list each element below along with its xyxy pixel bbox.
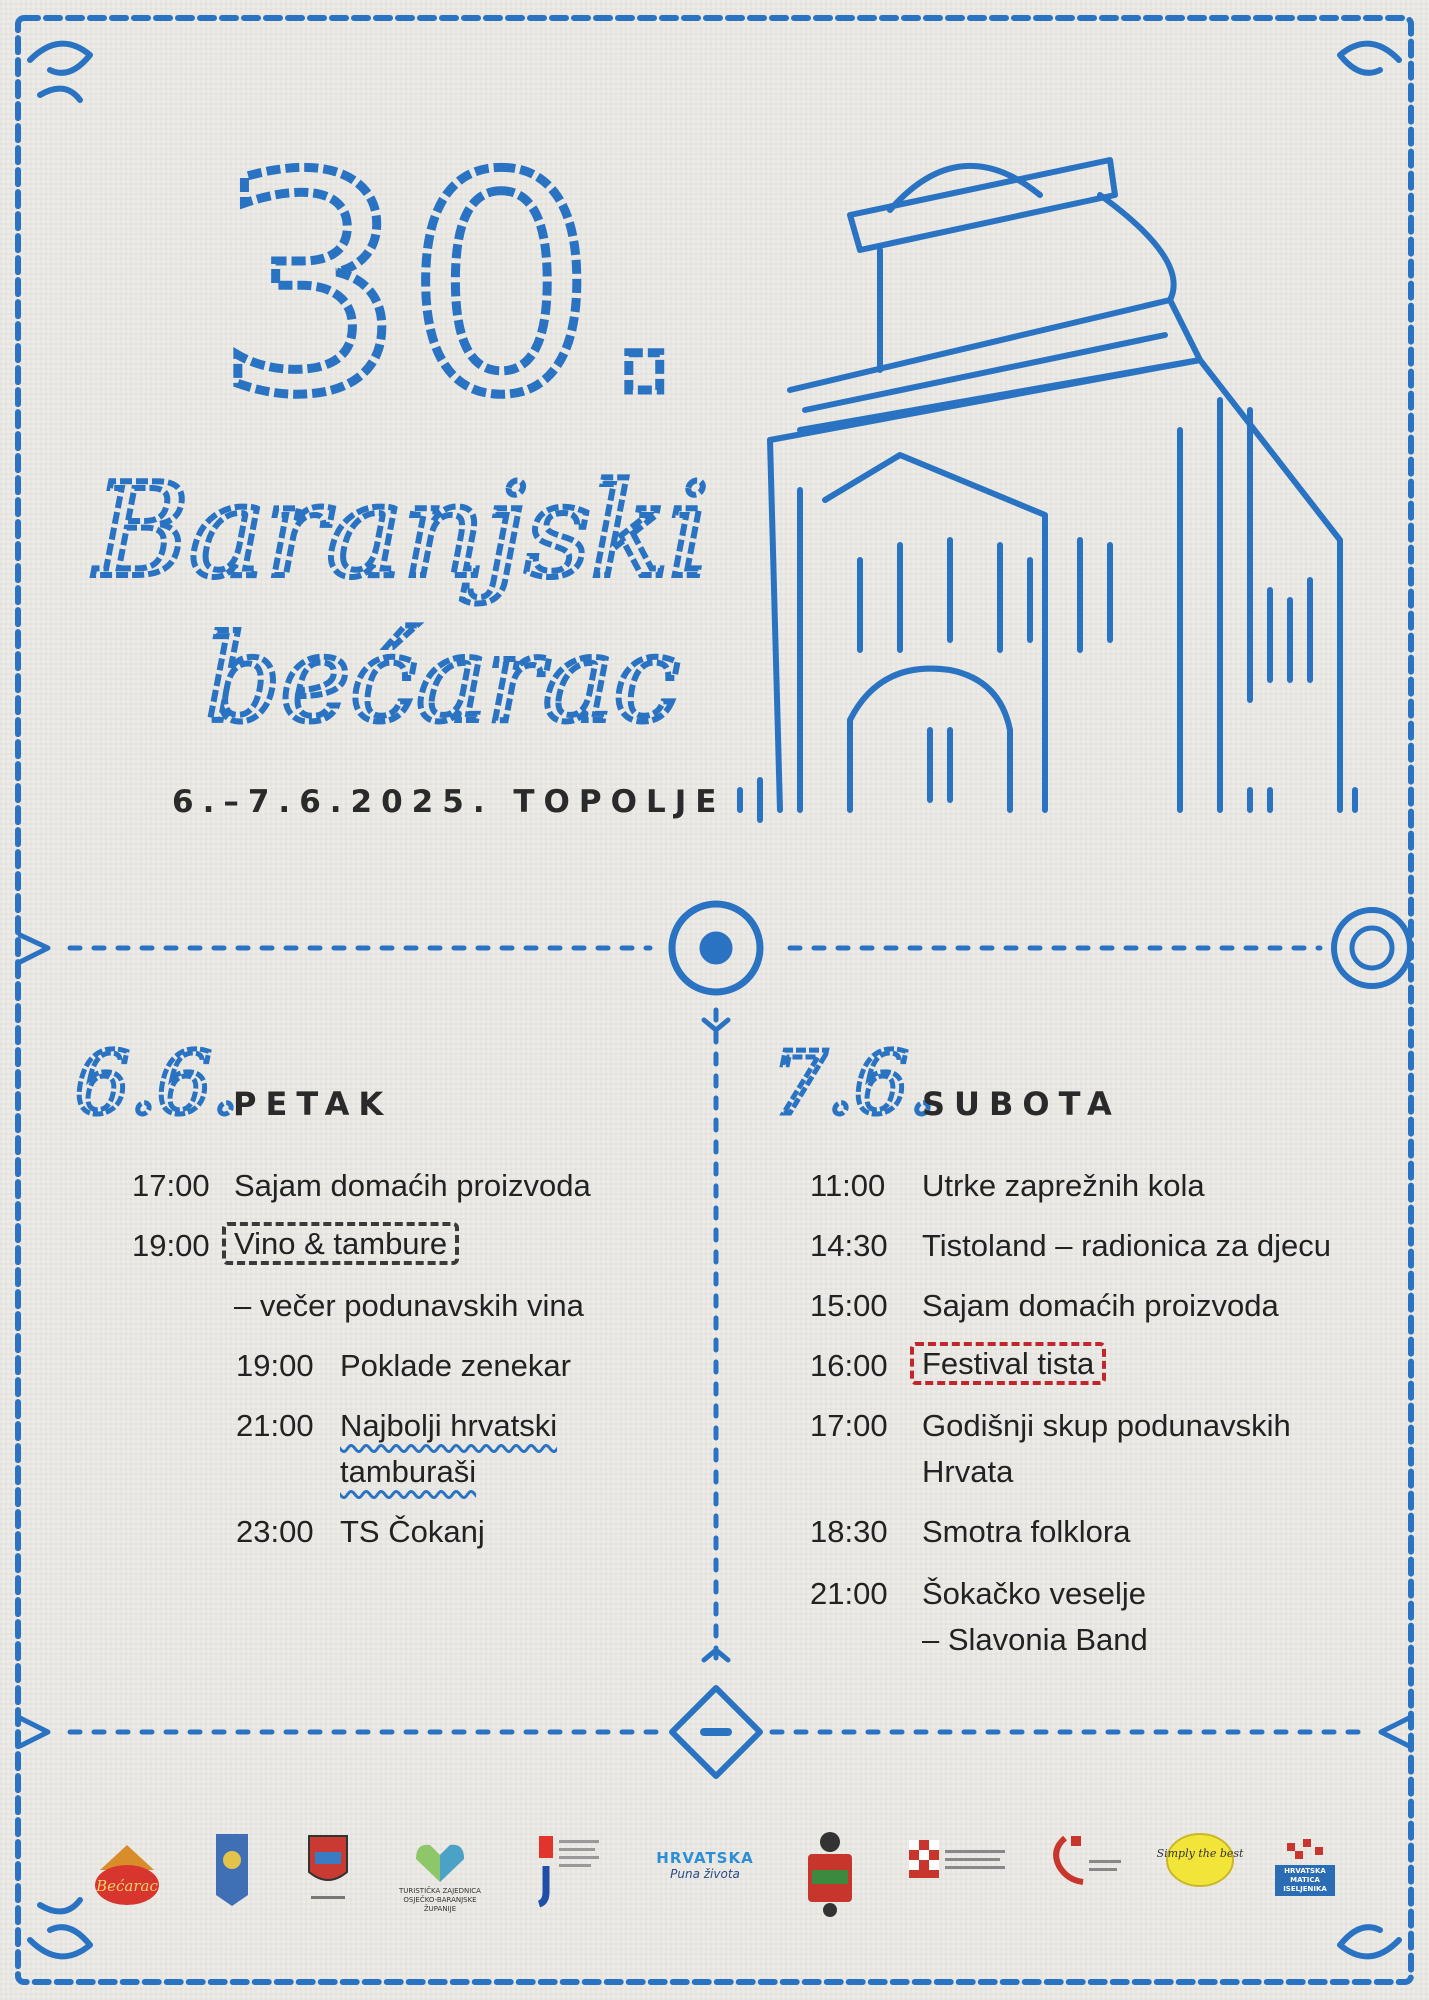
- becarac-logo: [90, 1830, 165, 1915]
- saturday-time: 15:00: [810, 1288, 888, 1323]
- simply-text: Simply the best: [1156, 1847, 1244, 1860]
- friday-time: 19:00: [236, 1348, 314, 1383]
- saturday-event-highlighted: Festival tista: [910, 1342, 1106, 1385]
- matica-text: HRVATSKA MATICA ISELJENIKA: [1275, 1865, 1335, 1896]
- hrvatska-tourism-logo: [650, 1830, 760, 1900]
- saturday-time: 11:00: [810, 1168, 886, 1203]
- svg-text:bećarac: bećarac: [205, 610, 680, 748]
- saturday-dayname: SUBOTA: [922, 1085, 1121, 1123]
- tourist-board-text: TURISTIČKA ZAJEDNICA OSJEČKO-BARANJSKE ŽUPANIJE: [399, 1886, 481, 1913]
- friday-time: 21:00: [236, 1408, 314, 1443]
- simply-the-best-logo: [1156, 1830, 1244, 1890]
- festival-badge-logo: [800, 1830, 860, 1920]
- title-baranjski: [95, 455, 710, 606]
- friday-time: 17:00: [132, 1168, 210, 1203]
- ministry-demography-logo: [905, 1830, 1010, 1890]
- svg-text:6.6.: 6.6.: [75, 1034, 240, 1134]
- saturday-event: Sajam domaćih proizvoda: [922, 1288, 1279, 1323]
- bottom-divider: [20, 1688, 1409, 1776]
- friday-date: [75, 1034, 240, 1134]
- friday-event-underlined-2: tamburaši: [340, 1454, 477, 1489]
- svg-text:Bećarac: Bećarac: [96, 1877, 158, 1895]
- friday-event: Sajam domaćih proizvoda: [234, 1168, 591, 1203]
- svg-text:30.: 30.: [215, 112, 693, 461]
- saturday-event: Šokačko veselje: [922, 1576, 1147, 1611]
- friday-event-highlighted: Vino & tambure: [222, 1222, 459, 1265]
- friday-time: 19:00: [132, 1228, 210, 1263]
- title-becarac: [205, 610, 680, 748]
- event-dateline: 6.–7.6.2025. TOPOLJE: [172, 784, 726, 820]
- hrvatska-text: HRVATSKA: [656, 1849, 754, 1867]
- friday-event-subtitle: – večer podunavskih vina: [234, 1288, 584, 1323]
- saturday-event: Godišnji skup podunavskih: [922, 1408, 1291, 1443]
- saturday-date: [772, 1034, 937, 1134]
- svg-text:7.6.: 7.6.: [772, 1034, 937, 1134]
- saturday-event: Smotra folklora: [922, 1514, 1131, 1549]
- top-divider: [20, 904, 1410, 992]
- friday-time: 23:00: [236, 1514, 314, 1549]
- puna-zivota-text: Puna života: [670, 1867, 740, 1881]
- svg-text:Baranjski: Baranjski: [95, 457, 710, 606]
- saturday-time: 14:30: [810, 1228, 888, 1263]
- saturday-time: 17:00: [810, 1408, 888, 1443]
- saturday-time: 18:30: [810, 1514, 888, 1549]
- saturday-time: 21:00: [810, 1576, 888, 1611]
- friday-event: Poklade zenekar: [340, 1348, 571, 1383]
- anniversary-number: [215, 112, 693, 461]
- friday-dayname: PETAK: [233, 1085, 393, 1123]
- saturday-time: 16:00: [810, 1348, 888, 1383]
- saturday-event: Tistoland – radionica za djecu: [922, 1228, 1331, 1263]
- osijek-baranja-coat-of-arms: [303, 1830, 353, 1910]
- church-illustration: [740, 160, 1355, 820]
- friday-event-underlined: Najbolji hrvatski: [340, 1408, 558, 1443]
- tourist-board-logo: [395, 1830, 485, 1920]
- saturday-event-line2: – Slavonia Band: [922, 1622, 1148, 1657]
- hrvatska-matica-iseljenika-logo: [1275, 1830, 1335, 1900]
- saturday-event: Utrke zaprežnih kola: [922, 1168, 1205, 1203]
- ministry-culture-logo: [535, 1830, 605, 1910]
- saturday-event-line2: Hrvata: [922, 1454, 1014, 1489]
- friday-event: TS Čokanj: [340, 1514, 485, 1549]
- banner-coat-of-arms: [212, 1830, 252, 1910]
- state-office-croats-abroad-logo: [1045, 1830, 1125, 1890]
